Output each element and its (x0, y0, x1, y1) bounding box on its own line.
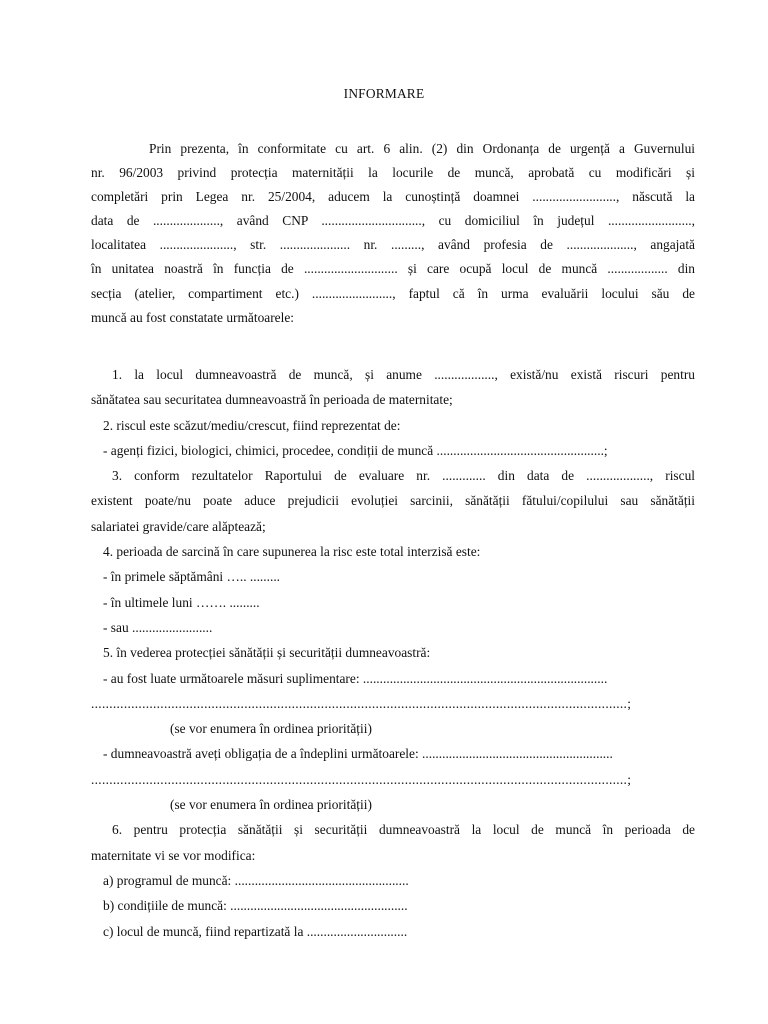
item-4-option: - în ultimele luni ……. ......... (103, 594, 260, 610)
intro-paragraph (91, 137, 695, 330)
item-5-dotted-line: ...................................................................................................................................................; (91, 695, 632, 711)
item-5-note: (se vor enumera în ordinea priorității) (170, 797, 372, 813)
item-6-option-c: c) locul de muncă, fiind repartizată la .............................. (103, 923, 408, 939)
item-6-option-b: b) condițiile de muncă: ..................................................... (103, 898, 408, 914)
item-1-line: sănătatea sau securitatea dumneavoastră în perioada de maternitate; (91, 392, 453, 408)
intro-line: în unitatea noastră în funcția de ............................ și care ocupă locul de muncă .................. din (91, 261, 695, 277)
item-4-line: 4. perioada de sarcină în care supunerea la risc este total interzisă este: (103, 544, 481, 560)
item-5-note: (se vor enumera în ordinea priorității) (170, 721, 372, 737)
intro-line: nr. 96/2003 privind protecția maternității la locurile de muncă, aprobată cu modificări și (91, 165, 695, 181)
items-list (91, 362, 695, 944)
item-3-line: 3. conform rezultatelor Raportului de evaluare nr. ............. din data de ..................., riscul (112, 468, 695, 484)
intro-line: localitatea ......................, str. ..................... nr. ........., având profesia de ...................., angajată (91, 237, 695, 253)
item-1-line: 1. la locul dumneavoastră de muncă, și anume .................., există/nu există riscuri pentru (112, 367, 695, 382)
item-4-option: - sau ........................ (103, 619, 213, 635)
item-5-measures: - au fost luate următoarele măsuri suplimentare: ......................................................................... (103, 670, 608, 686)
item-3-line: salariatei gravide/care alăptează; (91, 518, 266, 534)
intro-line: data de ...................., având CNP .............................., cu domiciliul în județul ........................., (91, 213, 695, 229)
item-2-detail: - agenți fizici, biologici, chimici, procedee, condiții de muncă ..................................................; (103, 442, 608, 458)
item-2-line: 2. riscul este scăzut/mediu/crescut, fiind reprezentat de: (103, 417, 401, 433)
item-4-option: - în primele săptămâni ….. ......... (103, 569, 281, 585)
intro-line: completări prin Legea nr. 25/2004, aducem la cunoștință doamnei ........................., născută la (91, 189, 695, 205)
intro-line: Prin prezenta, în conformitate cu art. 6 alin. (2) din Ordonanța de urgență a Guvernului (149, 141, 695, 156)
item-5-dotted-line: ...................................................................................................................................................; (91, 771, 632, 787)
document-title: INFORMARE (343, 86, 425, 101)
item-3-line: existent poate/nu poate aduce prejudicii evoluției sarcinii, sănătății fătului/copilului sau sănătății (91, 493, 695, 509)
item-5-line: 5. în vederea protecției sănătății și securității dumneavoastră: (103, 645, 431, 661)
item-6-line: maternitate vi se vor modifica: (91, 847, 256, 863)
item-5-obligations: - dumneavoastră aveți obligația de a îndeplini următoarele: ......................................................... (103, 746, 613, 762)
intro-line: secția (atelier, compartiment etc.) ........................, faptul că în urma evaluării locului său de (91, 285, 695, 301)
item-6-option-a: a) programul de muncă: .................................................... (103, 872, 409, 888)
item-6-line: 6. pentru protecția sănătății și securității dumneavoastră la locul de muncă în perioada de (112, 822, 695, 838)
intro-line: muncă au fost constatate următoarele: (91, 309, 295, 325)
